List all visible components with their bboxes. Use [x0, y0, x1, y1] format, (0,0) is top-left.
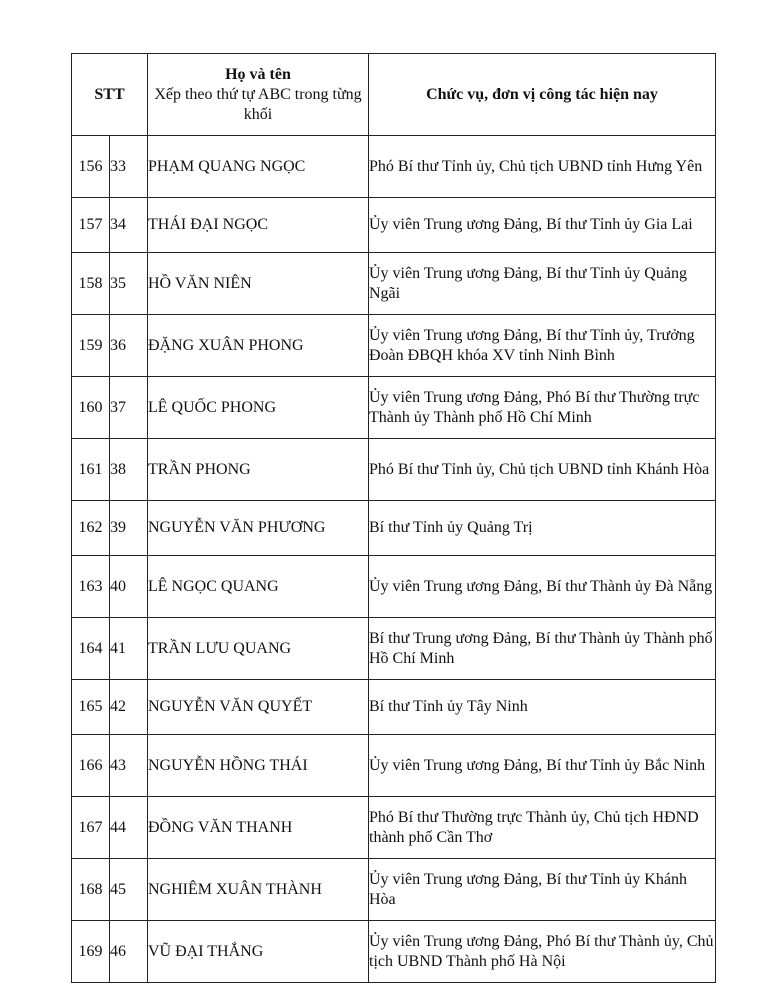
row-position: Phó Bí thư Tỉnh ủy, Chủ tịch UBND tỉnh Khánh Hòa: [369, 439, 716, 501]
row-group-number: 39: [110, 501, 148, 556]
table-row: [72, 439, 716, 501]
table-row: [72, 921, 716, 983]
row-name: HỒ VĂN NIÊN: [148, 253, 369, 315]
row-number: 164: [72, 618, 110, 680]
row-group-number: 44: [110, 797, 148, 859]
name-header-title: Họ và tên: [225, 65, 291, 83]
row-name: VŨ ĐẠI THẮNG: [148, 921, 369, 983]
row-name: NGUYỄN VĂN QUYẾT: [148, 680, 369, 735]
row-group-number: 35: [110, 253, 148, 315]
row-number: 159: [72, 315, 110, 377]
name-header: [148, 54, 369, 136]
row-name: NGHIÊM XUÂN THÀNH: [148, 859, 369, 921]
row-position: Ủy viên Trung ương Đảng, Phó Bí thư Thành ủy, Chủ tịch UBND Thành phố Hà Nội: [369, 921, 716, 983]
row-number: 158: [72, 253, 110, 315]
row-name: ĐẶNG XUÂN PHONG: [148, 315, 369, 377]
row-position: Ủy viên Trung ương Đảng, Bí thư Tỉnh ủy, Trưởng Đoàn ĐBQH khóa XV tỉnh Ninh Bình: [369, 315, 716, 377]
row-name: NGUYỄN VĂN PHƯƠNG: [148, 501, 369, 556]
row-group-number: 33: [110, 136, 148, 198]
row-position: Phó Bí thư Thường trực Thành ủy, Chủ tịch HĐND thành phố Cần Thơ: [369, 797, 716, 859]
row-position: Bí thư Tỉnh ủy Tây Ninh: [369, 680, 716, 735]
row-name: NGUYỄN HỒNG THÁI: [148, 735, 369, 797]
row-group-number: 34: [110, 198, 148, 253]
table-row: [72, 198, 716, 253]
row-position: Ủy viên Trung ương Đảng, Phó Bí thư Thường trực Thành ủy Thành phố Hồ Chí Minh: [369, 377, 716, 439]
row-group-number: 38: [110, 439, 148, 501]
row-name: THÁI ĐẠI NGỌC: [148, 198, 369, 253]
row-number: 161: [72, 439, 110, 501]
table-row: [72, 136, 716, 198]
row-position: Bí thư Trung ương Đảng, Bí thư Thành ủy Thành phố Hồ Chí Minh: [369, 618, 716, 680]
name-header-subtitle: Xếp theo thứ tự ABC trong từng khối: [154, 85, 362, 123]
row-number: 167: [72, 797, 110, 859]
table-body: [72, 136, 716, 983]
table-header: [72, 54, 716, 136]
row-group-number: 40: [110, 556, 148, 618]
row-position: Bí thư Tỉnh ủy Quảng Trị: [369, 501, 716, 556]
row-position: Ủy viên Trung ương Đảng, Bí thư Tỉnh ủy Quảng Ngãi: [369, 253, 716, 315]
table-row: [72, 797, 716, 859]
row-number: 168: [72, 859, 110, 921]
row-number: 166: [72, 735, 110, 797]
row-number: 162: [72, 501, 110, 556]
row-position: Phó Bí thư Tỉnh ủy, Chủ tịch UBND tỉnh Hưng Yên: [369, 136, 716, 198]
row-group-number: 46: [110, 921, 148, 983]
table-row: [72, 618, 716, 680]
row-name: LÊ NGỌC QUANG: [148, 556, 369, 618]
table-row: [72, 315, 716, 377]
table-row: [72, 556, 716, 618]
table-row: [72, 680, 716, 735]
row-number: 169: [72, 921, 110, 983]
header-row: [72, 54, 716, 136]
row-name: LÊ QUỐC PHONG: [148, 377, 369, 439]
delegate-table: [71, 53, 716, 983]
row-name: ĐỒNG VĂN THANH: [148, 797, 369, 859]
row-group-number: 45: [110, 859, 148, 921]
row-position: Ủy viên Trung ương Đảng, Bí thư Tỉnh ủy Bắc Ninh: [369, 735, 716, 797]
row-group-number: 43: [110, 735, 148, 797]
table-row: [72, 859, 716, 921]
row-name: PHẠM QUANG NGỌC: [148, 136, 369, 198]
row-position: Ủy viên Trung ương Đảng, Bí thư Thành ủy Đà Nẵng: [369, 556, 716, 618]
row-group-number: 37: [110, 377, 148, 439]
row-number: 160: [72, 377, 110, 439]
row-position: Ủy viên Trung ương Đảng, Bí thư Tỉnh ủy Gia Lai: [369, 198, 716, 253]
table-row: [72, 253, 716, 315]
row-position: Ủy viên Trung ương Đảng, Bí thư Tỉnh ủy Khánh Hòa: [369, 859, 716, 921]
stt-header: STT: [72, 54, 148, 136]
row-name: TRẦN LƯU QUANG: [148, 618, 369, 680]
row-group-number: 42: [110, 680, 148, 735]
table-row: [72, 501, 716, 556]
row-number: 163: [72, 556, 110, 618]
position-header: Chức vụ, đơn vị công tác hiện nay: [369, 54, 716, 136]
row-number: 165: [72, 680, 110, 735]
row-name: TRẦN PHONG: [148, 439, 369, 501]
row-number: 157: [72, 198, 110, 253]
table-row: [72, 377, 716, 439]
row-number: 156: [72, 136, 110, 198]
table-row: [72, 735, 716, 797]
row-group-number: 41: [110, 618, 148, 680]
row-group-number: 36: [110, 315, 148, 377]
